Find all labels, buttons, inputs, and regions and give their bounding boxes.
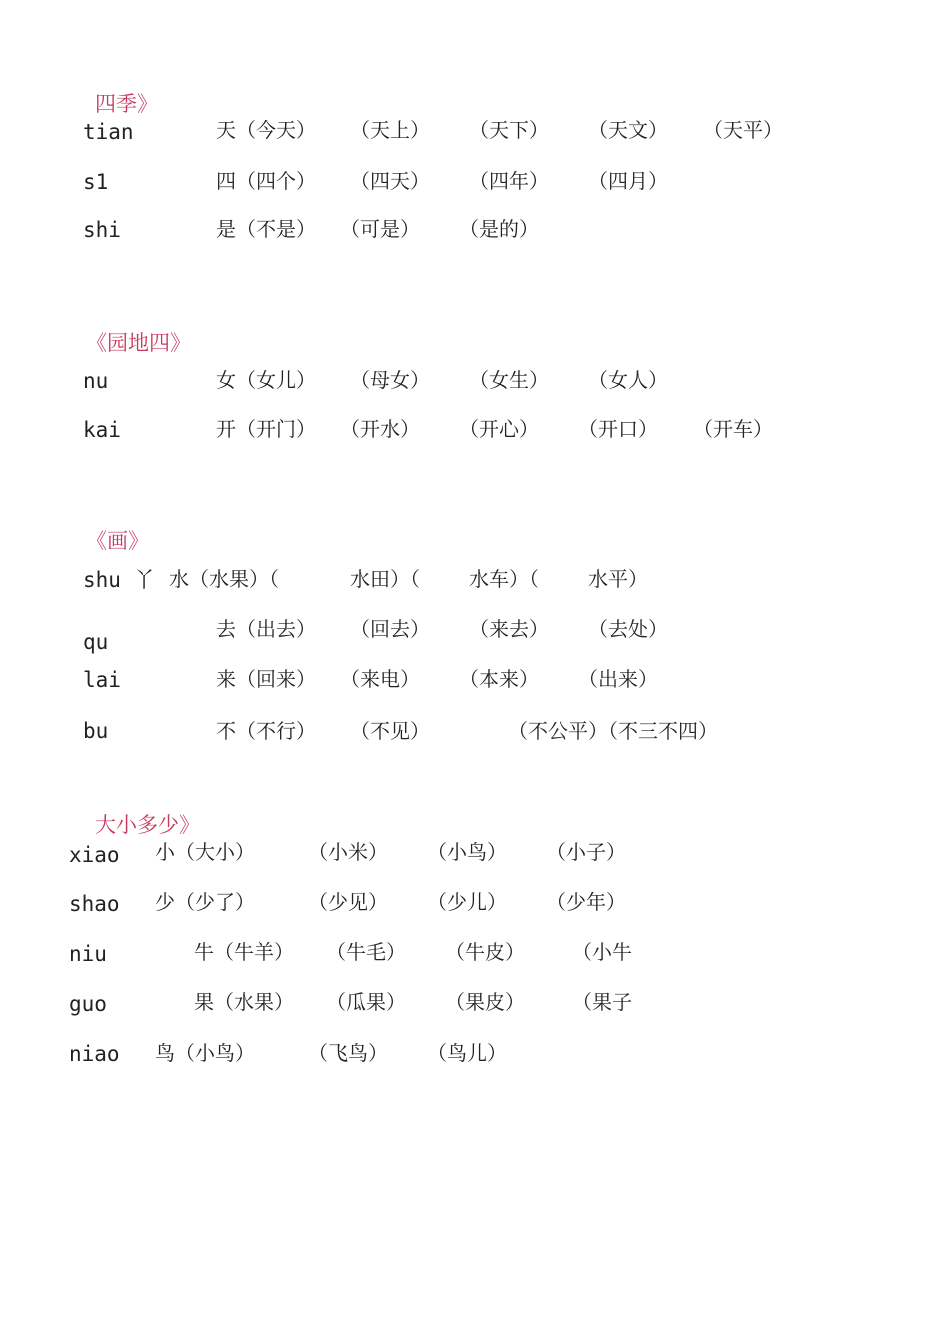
word-entry: （天上） [350,118,430,142]
word-entry: 水田）（ [350,567,420,591]
word-entry: 水平） [588,567,648,591]
word-entry: （鸟儿） [427,1041,507,1065]
word-entry: （可是） [340,217,420,241]
pinyin-label: kai [83,418,121,442]
section-title: 大小多少》 [95,813,200,837]
word-entry: （开心） [459,417,539,441]
word-entry: （回去） [350,617,430,641]
pinyin-label: guo [69,992,107,1016]
pinyin-label: niao [69,1042,120,1066]
pinyin-label: tian [83,120,134,144]
word-entry: （小子） [546,840,626,864]
word-entry: 不（不行） [216,719,316,743]
word-entry: （少见） [308,890,388,914]
pinyin-label: bu [83,719,109,743]
word-entry: 是（不是） [216,217,316,241]
word-entry: （四天） [350,169,430,193]
word-entry: （牛毛） [326,940,406,964]
section-title: 四季》 [95,92,158,116]
word-entry: 果（水果） [194,990,294,1014]
word-entry: （小米） [308,840,388,864]
word-entry: （不公平）（不三不四） [508,719,718,743]
word-entry: （牛皮） [445,940,525,964]
word-entry: 天（今天） [216,118,316,142]
word-entry: （不见） [350,719,430,743]
word-entry: （女生） [469,368,549,392]
word-entry: 去（出去） [216,617,316,641]
pinyin-label: shao [69,892,120,916]
word-entry: 女（女儿） [216,368,316,392]
word-entry: 四（四个） [216,169,316,193]
word-entry: （果子 [572,990,632,1014]
word-entry: （四月） [588,169,668,193]
word-entry: （来去） [469,617,549,641]
word-entry: （开口） [578,417,658,441]
word-entry: （少年） [546,890,626,914]
section-title: 《画》 [86,529,149,553]
word-entry: （开水） [340,417,420,441]
word-entry: （母女） [350,368,430,392]
pinyin-label: xiao [69,843,120,867]
word-entry: （去处） [588,617,668,641]
pinyin-label: lai [83,668,121,692]
section-title: 《园地四》 [86,331,191,355]
word-entry: （果皮） [445,990,525,1014]
word-entry: 来（回来） [216,667,316,691]
pinyin-label: qu [83,630,109,654]
word-entry: 少（少了） [155,890,255,914]
pinyin-label: niu [69,942,107,966]
word-entry: 水（水果）（ [169,567,279,591]
word-entry: （小鸟） [427,840,507,864]
word-entry: （飞鸟） [308,1041,388,1065]
word-entry: 水车）（ [469,567,539,591]
word-entry: （天下） [469,118,549,142]
word-entry: 小（大小） [155,840,255,864]
word-entry: （出来） [578,667,658,691]
word-entry: （天平） [703,118,783,142]
word-entry: （女人） [588,368,668,392]
word-entry: （开车） [693,417,773,441]
word-entry: （天文） [588,118,668,142]
word-entry: （四年） [469,169,549,193]
word-entry: 鸟（小鸟） [155,1041,255,1065]
word-entry: （瓜果） [326,990,406,1014]
pinyin-label: nu [83,369,109,393]
word-entry: （本来） [459,667,539,691]
word-entry: 牛（牛羊） [194,940,294,964]
word-entry: （来电） [340,667,420,691]
pinyin-label: shi [83,218,121,242]
word-entry: 开（开门） [216,417,316,441]
word-entry: （少儿） [427,890,507,914]
pinyin-label: s1 [83,170,109,194]
word-entry: （是的） [459,217,539,241]
pinyin-label: shu 丫 [83,568,155,592]
word-entry: （小牛 [572,940,632,964]
